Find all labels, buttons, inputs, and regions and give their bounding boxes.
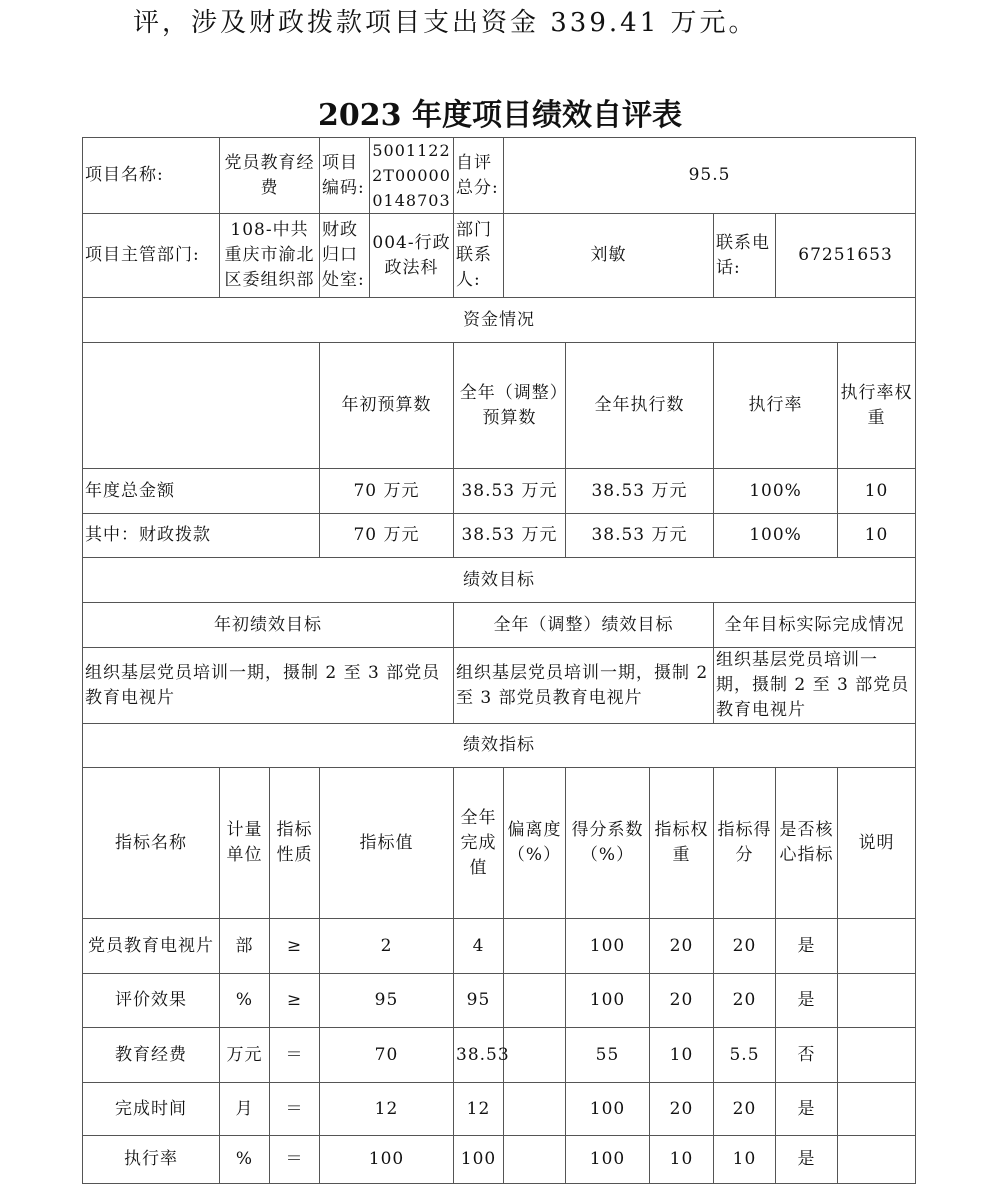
goals-section-title: 绩效目标 (83, 558, 916, 603)
goals-value: 组织基层党员培训一期，摄制 2 至 3 部党员教育电视片 (83, 648, 454, 724)
indicator-weight: 20 (650, 919, 714, 974)
indicator-name: 执行率 (83, 1136, 220, 1184)
funds-col-executed: 全年执行数 (566, 343, 714, 469)
indicator-coefficient: 100 (566, 919, 650, 974)
indicator-note (838, 919, 916, 974)
indicator-completed: 38.53 (454, 1028, 504, 1083)
table-row (83, 974, 916, 1028)
performance-table (82, 137, 916, 1184)
indicator-name: 党员教育电视片 (83, 919, 220, 974)
funds-section-row (83, 298, 916, 343)
indicator-nature: ≥ (270, 919, 320, 974)
goals-col-actual: 全年目标实际完成情况 (714, 603, 916, 648)
indicator-score: 20 (714, 1083, 776, 1136)
ind-col-score: 指标得分 (714, 768, 776, 919)
finance-office-value: 004-行政政法科 (370, 214, 454, 298)
ind-col-unit: 计量单位 (220, 768, 270, 919)
funds-col-rate-weight: 执行率权重 (838, 343, 916, 469)
indicator-core: 是 (776, 1136, 838, 1184)
funds-section-title: 资金情况 (83, 298, 916, 343)
ind-col-note: 说明 (838, 768, 916, 919)
department-label: 项目主管部门: (83, 214, 220, 298)
finance-office-label: 财政归口处室: (320, 214, 370, 298)
table-row (83, 919, 916, 974)
ind-col-coefficient: 得分系数（%） (566, 768, 650, 919)
funds-row-label: 其中：财政拨款 (83, 514, 320, 558)
indicator-name: 完成时间 (83, 1083, 220, 1136)
indicator-target: 2 (320, 919, 454, 974)
funds-header-empty (83, 343, 320, 469)
indicator-score: 20 (714, 974, 776, 1028)
goals-col-initial: 年初绩效目标 (83, 603, 454, 648)
goals-values-row (83, 648, 916, 724)
indicator-score: 10 (714, 1136, 776, 1184)
indicator-target: 100 (320, 1136, 454, 1184)
table-row (83, 1083, 916, 1136)
funds-cell: 38.53 万元 (566, 514, 714, 558)
table-row (83, 1136, 916, 1184)
indicator-target: 95 (320, 974, 454, 1028)
funds-row-fiscal (83, 514, 916, 558)
indicator-name: 教育经费 (83, 1028, 220, 1083)
contact-value: 刘敏 (504, 214, 714, 298)
department-value: 108-中共重庆市渝北区委组织部 (220, 214, 320, 298)
project-name-label: 项目名称: (83, 138, 220, 214)
funds-col-execution-rate: 执行率 (714, 343, 838, 469)
contact-label: 部门联系人: (454, 214, 504, 298)
indicators-section-title: 绩效指标 (83, 724, 916, 768)
funds-cell: 38.53 万元 (454, 514, 566, 558)
intro-paragraph: 评，涉及财政拨款项目支出资金 339.41 万元。 (133, 8, 758, 38)
funds-cell: 100% (714, 469, 838, 514)
ind-col-name: 指标名称 (83, 768, 220, 919)
indicator-target: 70 (320, 1028, 454, 1083)
indicator-completed: 95 (454, 974, 504, 1028)
indicator-weight: 20 (650, 974, 714, 1028)
project-code-label: 项目编码: (320, 138, 370, 214)
indicator-weight: 10 (650, 1028, 714, 1083)
indicator-unit: % (220, 974, 270, 1028)
indicators-section-row (83, 724, 916, 768)
indicator-core: 是 (776, 1083, 838, 1136)
indicator-score: 5.5 (714, 1028, 776, 1083)
indicator-note (838, 1136, 916, 1184)
self-score-value: 95.5 (504, 138, 916, 214)
indicator-nature: ＝ (270, 1136, 320, 1184)
goals-section-row (83, 558, 916, 603)
indicator-unit: 部 (220, 919, 270, 974)
ind-col-weight: 指标权重 (650, 768, 714, 919)
phone-value: 67251653 (776, 214, 916, 298)
funds-row-label: 年度总金额 (83, 469, 320, 514)
indicator-unit: % (220, 1136, 270, 1184)
indicator-unit: 月 (220, 1083, 270, 1136)
indicator-coefficient: 100 (566, 974, 650, 1028)
indicator-unit: 万元 (220, 1028, 270, 1083)
indicator-core: 是 (776, 919, 838, 974)
indicator-note (838, 1028, 916, 1083)
project-code-value: 50011222T000000148703 (370, 138, 454, 214)
indicator-coefficient: 100 (566, 1083, 650, 1136)
indicator-nature: ＝ (270, 1083, 320, 1136)
indicators-header-row (83, 768, 916, 919)
funds-cell: 70 万元 (320, 469, 454, 514)
funds-header-row (83, 343, 916, 469)
indicator-target: 12 (320, 1083, 454, 1136)
funds-cell: 10 (838, 469, 916, 514)
ind-col-core: 是否核心指标 (776, 768, 838, 919)
indicator-nature: ≥ (270, 974, 320, 1028)
self-score-label: 自评总分: (454, 138, 504, 214)
page-title: 2023 年度项目绩效自评表 (318, 98, 682, 133)
indicator-nature: ＝ (270, 1028, 320, 1083)
goals-value: 组织基层党员培训一期，摄制 2 至 3 部党员教育电视片 (714, 648, 916, 724)
indicator-completed: 12 (454, 1083, 504, 1136)
funds-col-initial-budget: 年初预算数 (320, 343, 454, 469)
indicator-core: 否 (776, 1028, 838, 1083)
goals-value: 组织基层党员培训一期，摄制 2 至 3 部党员教育电视片 (454, 648, 714, 724)
indicator-score: 20 (714, 919, 776, 974)
funds-cell: 38.53 万元 (454, 469, 566, 514)
ind-col-deviation: 偏离度（%） (504, 768, 566, 919)
indicator-completed: 4 (454, 919, 504, 974)
indicator-name: 评价效果 (83, 974, 220, 1028)
indicator-core: 是 (776, 974, 838, 1028)
funds-cell: 38.53 万元 (566, 469, 714, 514)
goals-header-row (83, 603, 916, 648)
funds-cell: 100% (714, 514, 838, 558)
project-name-value: 党员教育经费 (220, 138, 320, 214)
indicator-deviation (504, 919, 566, 974)
indicator-deviation (504, 1136, 566, 1184)
indicator-coefficient: 100 (566, 1136, 650, 1184)
funds-row-total (83, 469, 916, 514)
indicator-note (838, 1083, 916, 1136)
indicator-coefficient: 55 (566, 1028, 650, 1083)
indicator-note (838, 974, 916, 1028)
ind-col-completed: 全年完成值 (454, 768, 504, 919)
phone-label: 联系电话: (714, 214, 776, 298)
indicator-deviation (504, 1028, 566, 1083)
indicator-completed: 100 (454, 1136, 504, 1184)
ind-col-nature: 指标性质 (270, 768, 320, 919)
ind-col-target: 指标值 (320, 768, 454, 919)
department-row (83, 214, 916, 298)
project-name-row (83, 138, 916, 214)
indicator-deviation (504, 974, 566, 1028)
indicator-weight: 10 (650, 1136, 714, 1184)
indicator-weight: 20 (650, 1083, 714, 1136)
funds-cell: 70 万元 (320, 514, 454, 558)
indicator-deviation (504, 1083, 566, 1136)
goals-col-adjusted: 全年（调整）绩效目标 (454, 603, 714, 648)
funds-cell: 10 (838, 514, 916, 558)
funds-col-adjusted-budget: 全年（调整）预算数 (454, 343, 566, 469)
table-row (83, 1028, 916, 1083)
